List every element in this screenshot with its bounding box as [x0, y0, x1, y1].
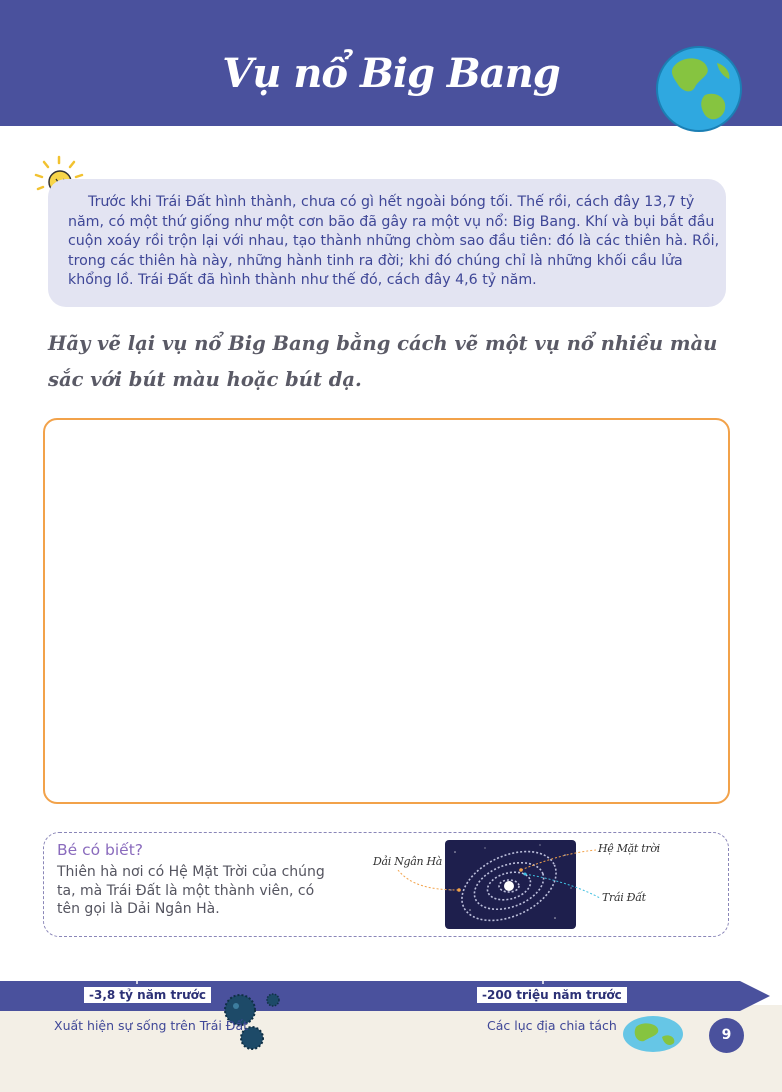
- galaxy-image: [445, 840, 576, 929]
- timeline-date-left: -3,8 tỷ năm trước: [84, 987, 211, 1003]
- page-number: 9: [709, 1018, 744, 1053]
- page-title: Vụ nổ Big Bang: [222, 50, 560, 97]
- continents-icon: [622, 1015, 684, 1053]
- label-milky-way: Dải Ngân Hà: [373, 855, 443, 868]
- label-earth: Trái Đất: [602, 891, 646, 904]
- instruction-text: Hãy vẽ lại vụ nổ Big Bang bằng cách vẽ một vụ nổ nhiều màu sắc với bút màu hoặc bút dạ.: [48, 332, 718, 391]
- globe-icon: [655, 45, 743, 133]
- microbe-icon: [265, 992, 281, 1008]
- timeline-date-right: -200 triệu năm trước: [477, 987, 627, 1003]
- label-solar-system: Hệ Mặt trời: [598, 842, 660, 855]
- fact-text: Thiên hà nơi có Hệ Mặt Trời của chúng ta, mà Trái Đất là một thành viên, có tên gọi là Dải Ngân Hà.: [57, 864, 325, 917]
- timeline-event-left: Xuất hiện sự sống trên Trái Đất: [54, 1018, 249, 1033]
- timeline-event-right: Các lục địa chia tách: [487, 1018, 617, 1033]
- drawing-area[interactable]: [43, 418, 730, 804]
- intro-text: Trước khi Trái Đất hình thành, chưa có gì hết ngoài bóng tối. Thế rồi, cách đây 13,7 tỷ năm, có một thứ giống như một cơn bão đã gây ra một vụ nổ: Big Bang. Khí và bụi bắt đầu cuộn xoáy rồi trộn lại với nhau, tạo thành những chòm sao đầu tiên: đó là các thiên hà. Rồi, trong các thiên hà này, những hành tinh ra đời; khi đó chúng chỉ là những khối cầu lửa khổng lồ. Trái Đất đã hình thành như thế đó, cách đây 4,6 tỷ năm.: [68, 194, 720, 289]
- fact-title: Bé có biết?: [57, 841, 144, 859]
